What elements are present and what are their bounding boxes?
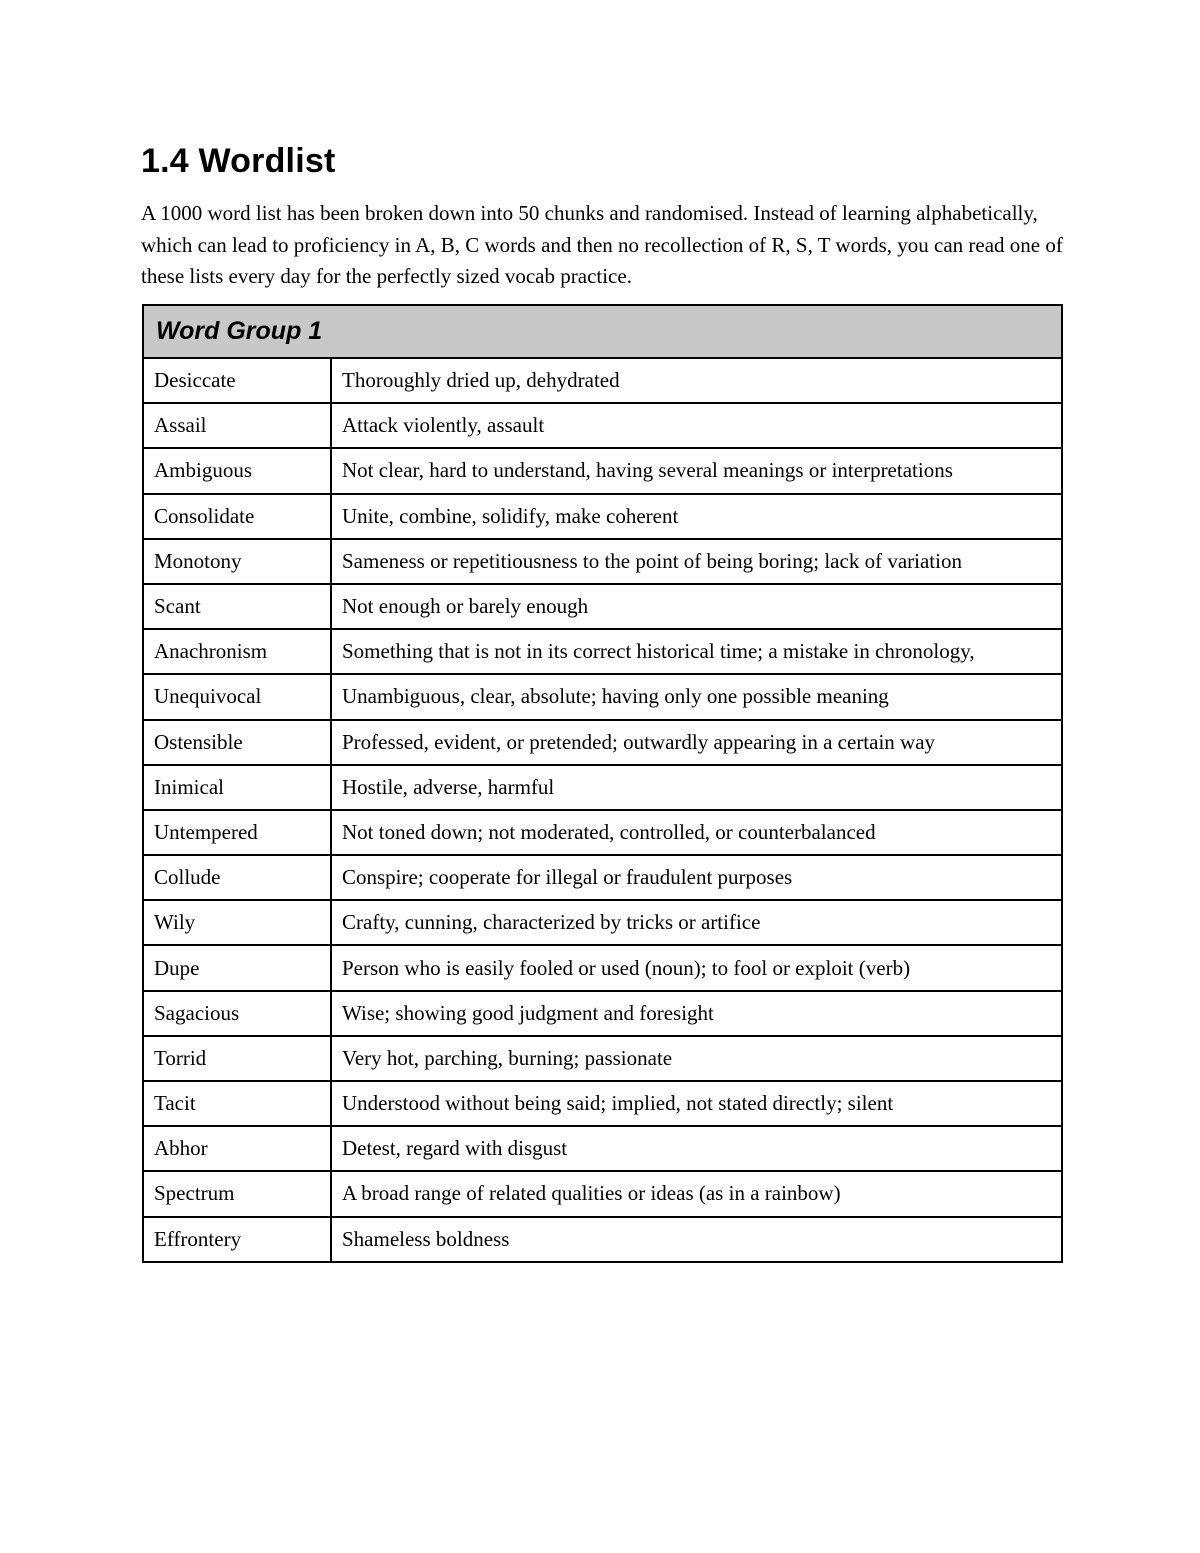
word-cell: Effrontery <box>143 1217 331 1262</box>
word-cell: Ambiguous <box>143 448 331 493</box>
word-cell: Spectrum <box>143 1171 331 1216</box>
group-title: Word Group 1 <box>143 305 1062 358</box>
definition-cell: Hostile, adverse, harmful <box>331 765 1062 810</box>
definition-cell: Crafty, cunning, characterized by tricks or artifice <box>331 900 1062 945</box>
definition-cell: Detest, regard with disgust <box>331 1126 1062 1171</box>
table-row <box>143 494 1062 539</box>
word-cell: Scant <box>143 584 331 629</box>
definition-cell: Understood without being said; implied, not stated directly; silent <box>331 1081 1062 1126</box>
word-cell: Tacit <box>143 1081 331 1126</box>
word-cell: Assail <box>143 403 331 448</box>
table-row <box>143 991 1062 1036</box>
table-row <box>143 674 1062 719</box>
word-cell: Abhor <box>143 1126 331 1171</box>
table-row <box>143 900 1062 945</box>
table-row <box>143 1217 1062 1262</box>
page-title: 1.4 Wordlist <box>141 142 336 180</box>
definition-cell: Person who is easily fooled or used (noun); to fool or exploit (verb) <box>331 945 1062 990</box>
table-row <box>143 358 1062 403</box>
word-rows <box>143 358 1062 1262</box>
word-group-table <box>142 304 1063 1263</box>
word-cell: Untempered <box>143 810 331 855</box>
word-cell: Torrid <box>143 1036 331 1081</box>
definition-cell: Not enough or barely enough <box>331 584 1062 629</box>
definition-cell: Very hot, parching, burning; passionate <box>331 1036 1062 1081</box>
definition-cell: Not toned down; not moderated, controlled, or counterbalanced <box>331 810 1062 855</box>
definition-cell: Thoroughly dried up, dehydrated <box>331 358 1062 403</box>
definition-cell: Shameless boldness <box>331 1217 1062 1262</box>
word-cell: Unequivocal <box>143 674 331 719</box>
table-row <box>143 945 1062 990</box>
intro-paragraph: A 1000 word list has been broken down into 50 chunks and randomised. Instead of learning alphabetically, which can lead to proficiency in A, B, C words and then no recollection of R, S, T words, you can read one of these lists every day for the perfectly sized vocab practice. <box>141 201 1063 288</box>
table-row <box>143 403 1062 448</box>
definition-cell: Wise; showing good judgment and foresight <box>331 991 1062 1036</box>
word-cell: Desiccate <box>143 358 331 403</box>
word-cell: Dupe <box>143 945 331 990</box>
word-cell: Consolidate <box>143 494 331 539</box>
table-row <box>143 448 1062 493</box>
table-row <box>143 629 1062 674</box>
definition-cell: Something that is not in its correct historical time; a mistake in chronology, <box>331 629 1062 674</box>
definition-cell: A broad range of related qualities or ideas (as in a rainbow) <box>331 1171 1062 1216</box>
definition-cell: Conspire; cooperate for illegal or fraudulent purposes <box>331 855 1062 900</box>
definition-cell: Not clear, hard to understand, having several meanings or interpretations <box>331 448 1062 493</box>
word-cell: Sagacious <box>143 991 331 1036</box>
table-row <box>143 1036 1062 1081</box>
table-row <box>143 810 1062 855</box>
word-cell: Ostensible <box>143 720 331 765</box>
table-row <box>143 1126 1062 1171</box>
word-cell: Wily <box>143 900 331 945</box>
word-cell: Inimical <box>143 765 331 810</box>
table-row <box>143 584 1062 629</box>
definition-cell: Unite, combine, solidify, make coherent <box>331 494 1062 539</box>
word-cell: Collude <box>143 855 331 900</box>
table-row <box>143 765 1062 810</box>
word-cell: Monotony <box>143 539 331 584</box>
table-row <box>143 720 1062 765</box>
group-header-row <box>143 305 1062 358</box>
table-row <box>143 1171 1062 1216</box>
definition-cell: Professed, evident, or pretended; outwardly appearing in a certain way <box>331 720 1062 765</box>
definition-cell: Attack violently, assault <box>331 403 1062 448</box>
definition-cell: Sameness or repetitiousness to the point of being boring; lack of variation <box>331 539 1062 584</box>
table-row <box>143 855 1062 900</box>
table-row <box>143 1081 1062 1126</box>
word-cell: Anachronism <box>143 629 331 674</box>
table-row <box>143 539 1062 584</box>
definition-cell: Unambiguous, clear, absolute; having only one possible meaning <box>331 674 1062 719</box>
